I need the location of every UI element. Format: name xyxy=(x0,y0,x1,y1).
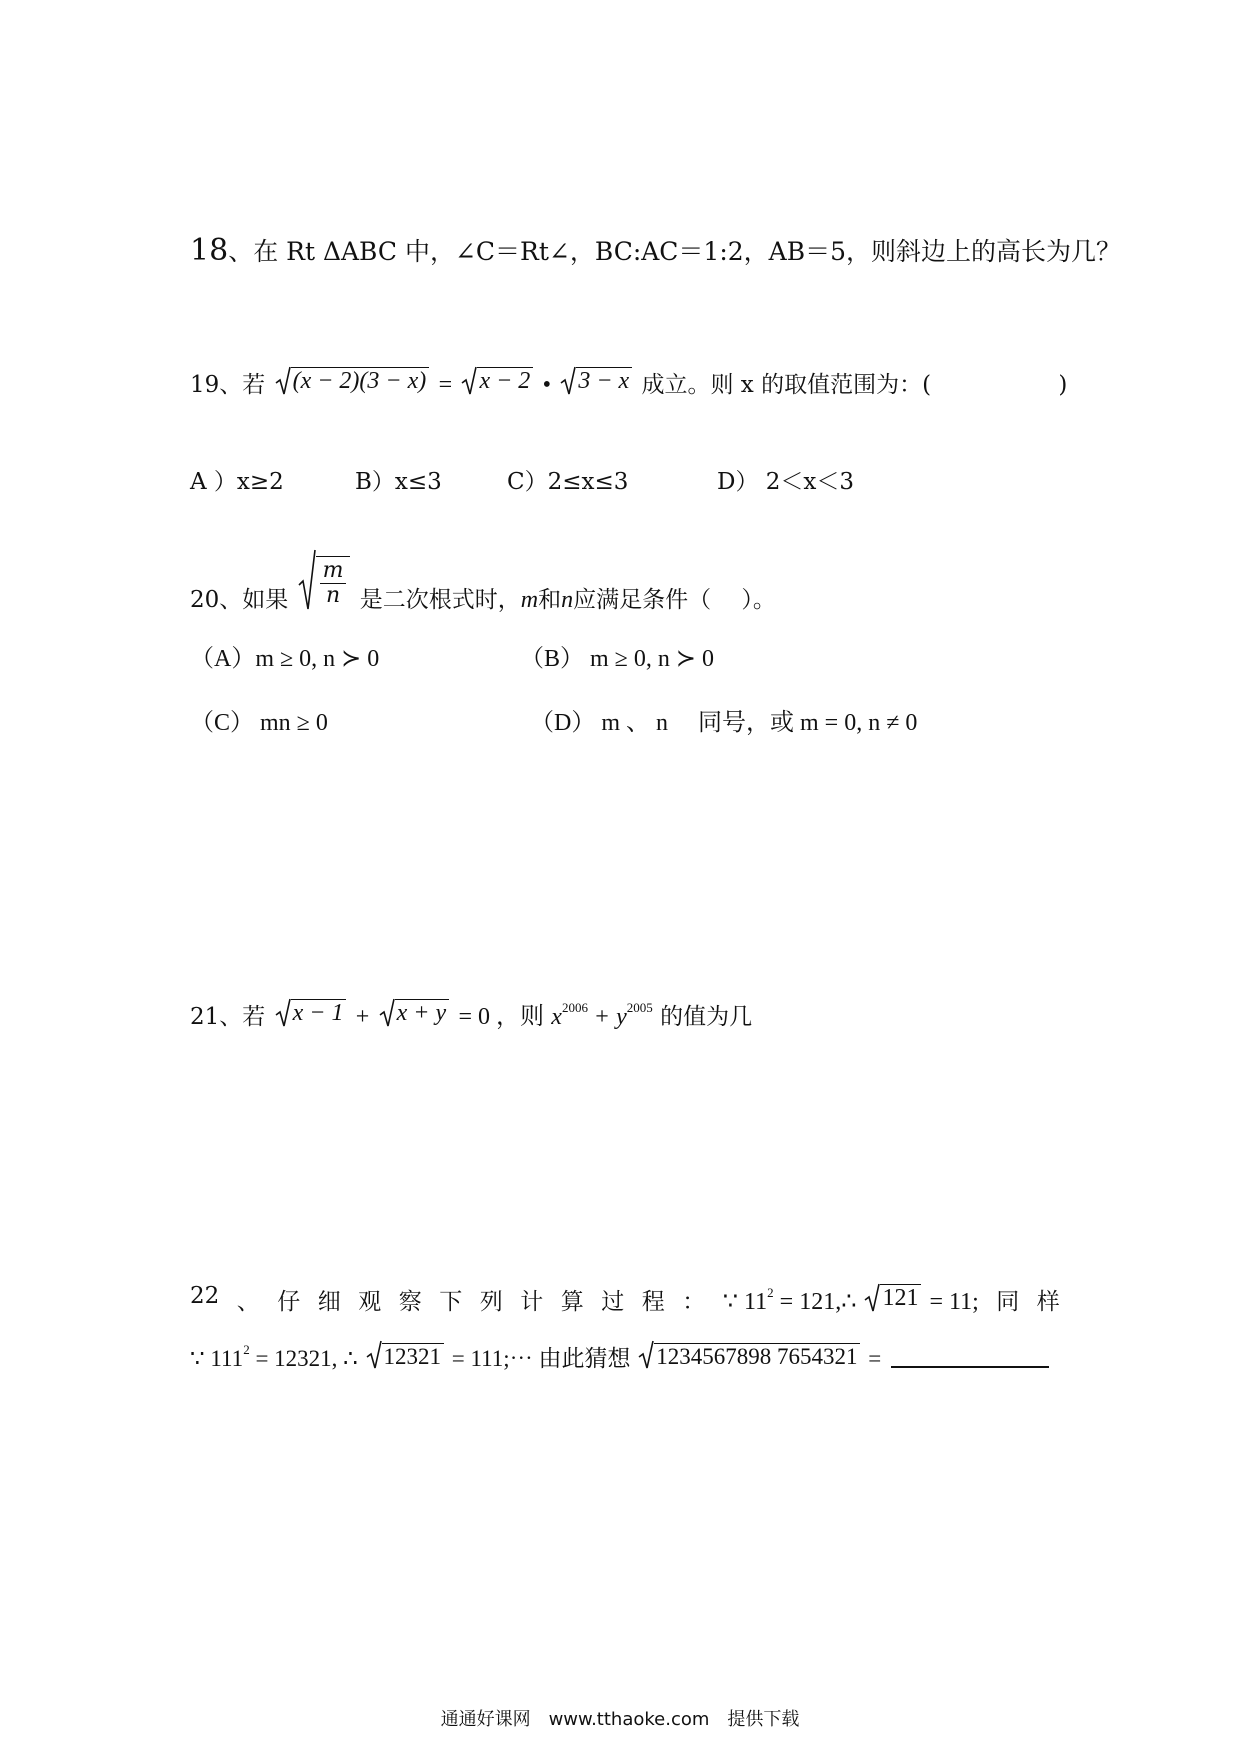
question-20 xyxy=(190,549,776,615)
radical-icon xyxy=(298,549,316,611)
exponent-x: 2006 xyxy=(561,1000,588,1015)
question-21-tail: 的值为几 xyxy=(660,1004,753,1030)
footer: 通通好课网 www.tthaoke.com 提供下载 xyxy=(440,1709,800,1730)
radicand-121: 121 xyxy=(880,1284,921,1313)
square-exponent: 2 xyxy=(767,1285,774,1300)
word: 计 xyxy=(520,1289,544,1315)
radical-icon xyxy=(379,998,395,1028)
sqrt-2 xyxy=(379,998,450,1028)
var-m: m xyxy=(520,587,539,613)
var-x: x xyxy=(551,1004,562,1030)
question-22-line-1 xyxy=(190,1283,1060,1316)
fraction-numerator: m xyxy=(320,559,347,584)
question-18-text: 、在 Rt ΔABC 中，∠C＝Rt∠，BC:AC＝1:2，AB＝5，则斜边上的高长为几？ xyxy=(228,237,1121,266)
option-b: （B） m ≥ 0, n ≻ 0 xyxy=(520,646,714,672)
option-a: （A）m ≥ 0, n ≻ 0 xyxy=(190,646,380,672)
equals-121: = 121,∴ xyxy=(779,1289,857,1315)
radicand-1: (x − 2)(3 − x) xyxy=(291,367,430,396)
question-19-tail: 成立。则 x 的取值范围为：( xyxy=(641,372,932,398)
radicand-1: x − 1 xyxy=(291,999,347,1028)
question-20-tail-1: 是二次根式时， xyxy=(359,587,521,613)
var-y: y xyxy=(616,1004,627,1030)
option-c: C）2≤x≤3 xyxy=(507,469,629,495)
question-18 xyxy=(190,233,1121,269)
because-111: ∵ 111 xyxy=(190,1346,244,1371)
option-a: A ）x≥2 xyxy=(190,469,284,495)
word: ： xyxy=(682,1289,706,1315)
word: 22 xyxy=(190,1283,220,1309)
fraction xyxy=(320,559,347,608)
sqrt-3 xyxy=(560,366,632,396)
radical-icon xyxy=(366,1340,382,1370)
answer-blank xyxy=(891,1346,1049,1368)
equals: = xyxy=(438,372,453,398)
word-yang: 样 xyxy=(1036,1289,1060,1315)
word: 过 xyxy=(601,1289,625,1315)
equation-121 xyxy=(723,1283,979,1316)
question-18-number: 18 xyxy=(190,233,229,268)
plus-2: + xyxy=(595,1004,609,1030)
option-d: （D） m 、 n 同号，或 m = 0, n ≠ 0 xyxy=(530,710,918,736)
word: 、 xyxy=(236,1289,260,1315)
question-19-lead: 19、若 xyxy=(190,372,266,398)
option-b: B）x≤3 xyxy=(355,469,442,495)
question-21 xyxy=(190,998,752,1032)
equals-zero: = 0 ，则 xyxy=(458,1004,544,1030)
radical-icon xyxy=(275,998,291,1028)
radical-icon xyxy=(461,366,477,396)
radicand-12321: 12321 xyxy=(382,1343,445,1370)
word: 观 xyxy=(358,1289,382,1315)
fraction-box xyxy=(316,556,351,611)
radicand-2: x + y xyxy=(395,999,450,1028)
dot-operator: • xyxy=(542,372,552,398)
question-22-line-2 xyxy=(190,1340,1049,1373)
equals-12321: = 12321, ∴ xyxy=(255,1346,358,1371)
question-20-tail-2: 应满足条件（ ）。 xyxy=(573,587,776,613)
word-tong: 同 xyxy=(996,1289,1020,1315)
word: 仔 xyxy=(277,1289,301,1315)
sqrt-121 xyxy=(864,1283,921,1313)
sqrt-12321 xyxy=(366,1340,445,1370)
radical-icon xyxy=(560,366,576,396)
radicand-3: 3 − x xyxy=(576,367,632,396)
word: 察 xyxy=(398,1289,422,1315)
word: 列 xyxy=(479,1289,503,1315)
fraction-denominator: n xyxy=(325,582,341,608)
square-exponent: 2 xyxy=(243,1342,250,1357)
because-11: ∵ 11 xyxy=(722,1289,768,1315)
radical-icon xyxy=(638,1340,654,1370)
word: 下 xyxy=(439,1289,463,1315)
word: 程 xyxy=(641,1289,665,1315)
sqrt-1 xyxy=(275,366,430,396)
option-c: （C） mn ≥ 0 xyxy=(190,710,328,736)
word-he: 和 xyxy=(538,587,562,613)
sqrt-fraction xyxy=(298,549,351,611)
equals-blank: = xyxy=(868,1346,882,1371)
word: 算 xyxy=(560,1289,584,1315)
sqrt-big xyxy=(638,1340,860,1370)
sqrt-1 xyxy=(275,998,347,1028)
question-19 xyxy=(190,366,1067,400)
option-d: D） 2＜x＜3 xyxy=(717,469,854,495)
close-paren: ) xyxy=(1058,372,1068,398)
sqrt-2 xyxy=(461,366,533,396)
plus: + xyxy=(355,1004,370,1030)
radicand-big: 1234567898 7654321 xyxy=(654,1343,860,1370)
var-n: n xyxy=(561,587,574,613)
question-20-lead: 20、如果 xyxy=(190,587,289,613)
result-111: = 111;⋯ 由此猜想 xyxy=(451,1346,631,1371)
exponent-y: 2005 xyxy=(626,1000,653,1015)
radicand-2: x − 2 xyxy=(477,367,533,396)
question-21-lead: 21、若 xyxy=(190,1004,266,1030)
word: 细 xyxy=(317,1289,341,1315)
radical-icon xyxy=(275,366,291,396)
radical-icon xyxy=(864,1283,880,1313)
result-11: = 11; xyxy=(929,1289,979,1315)
